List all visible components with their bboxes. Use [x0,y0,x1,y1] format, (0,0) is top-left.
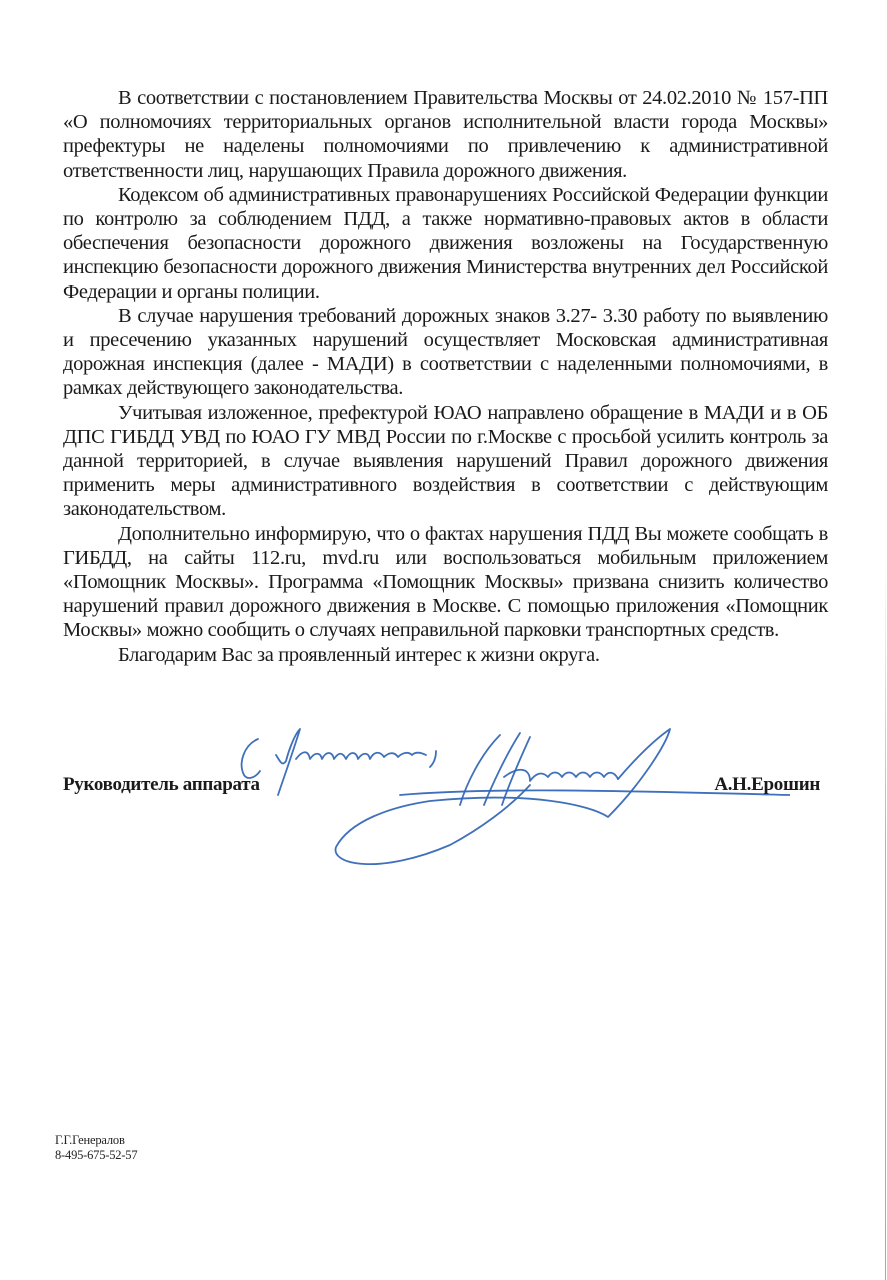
handwritten-note-c [242,739,260,778]
paragraph-reporting-options: Дополнительно информирую, что о фактах нарушения ПДД Вы можете сообщать в ГИБДД, на сайты 112.ru, mvd.ru или воспользоваться мобильным приложением «Помощник Москвы». Программа «Помощник Москвы» призвана снизить количество нарушений правил дорожного движения в Москве. С помощью приложения «Помощник Москвы» можно сообщить о случаях неправильной парковки транспортных средств. [63,522,828,642]
executor-name: Г.Г.Генералов [55,1133,125,1147]
letter-body [63,86,828,667]
scan-edge-shadow [885,560,886,1280]
paragraph-legal-basis: В соответствии с постановлением Правительства Москвы от 24.02.2010 № 157-ПП «О полномочиях территориальных органов исполнительной власти города Москвы» префектуры не наделены полномочиями по привлечению к административной ответственности лиц, нарушающих Правила дорожного движения. [63,87,828,182]
signatory-name: А.Н.Ерошин [714,774,820,795]
executor-phone: 8-495-675-52-57 [55,1148,138,1162]
signatory-position: Руководитель аппарата [63,774,260,795]
paragraph-code-of-offenses: Кодексом об административных правонарушениях Российской Федерации функции по контролю за соблюдением ПДД, а также нормативно-правовых актов в области обеспечения безопасности дорожного движения возложены на Государственную инспекцию безопасности дорожного движения Министерства внутренних дел Российской Федерации и органы полиции. [63,183,828,303]
handwritten-note-comma [430,751,436,767]
paragraph-request-sent: Учитывая изложенное, префектурой ЮАО направлено обращение в МАДИ и в ОБ ДПС ГИБДД УВД по ЮАО ГУ МВД России по г.Москве с просьбой усилить контроль за данной территорией, в случае выявления нарушений Правил дорожного движения применить меры административного воздействия в соответствии с действующим законодательством. [63,401,828,521]
executor-info [55,1133,137,1163]
paragraph-thanks: Благодарим Вас за проявленный интерес к жизни округа. [118,643,600,666]
signature-block [63,774,828,804]
paragraph-madi: В случае нарушения требований дорожных знаков 3.27- 3.30 работу по выявлению и пресечению указанных нарушений осуществляет Московская административная дорожная инспекция (далее - МАДИ) в соответствии с наделенными полномочиями, в рамках действующего законодательства. [63,304,828,400]
